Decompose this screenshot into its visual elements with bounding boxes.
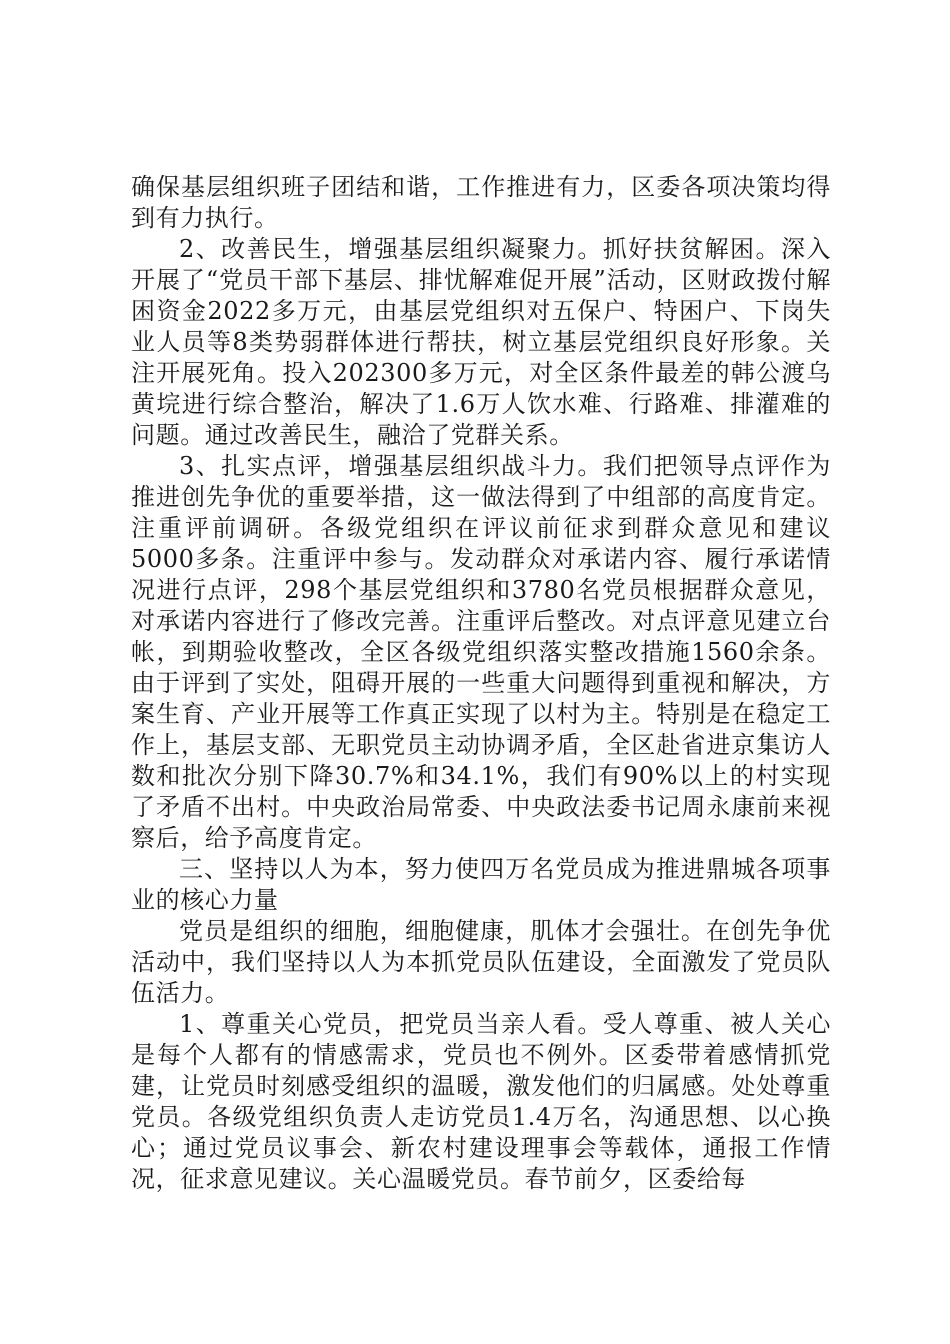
section-heading-3: 三、坚持以人为本，努力使四万名党员成为推进鼎城各项事业的核心力量 xyxy=(131,855,831,914)
paragraph-3: 3、扎实点评，增强基层组织战斗力。我们把领导点评作为推进创先争优的重要举措，这一做法得到了中组部的高度肯定。注重评前调研。各级党组织在评议前征求到群众意见和建议5000多条。注重评中参与。发动群众对承诺内容、履行承诺情况进行点评，298个基层党组织和3780名党员根据群众意见，对承诺内容进行了修改完善。注重评后整改。对点评意见建立台帐，到期验收整改，全区各级党组织落实整改措施1560余条。由于评到了实处，阻碍开展的一些重大问题得到重视和解决，方案生育、产业开展等工作真正实现了以村为主。特别是在稳定工作上，基层支部、无职党员主动协调矛盾，全区赴省进京集访人数和批次分别下降30.7%和34.1%，我们有90%以上的村实现了矛盾不出村。中央政治局常委、中央政法委书记周永康前来视察后，给予高度肯定。 xyxy=(131,452,831,852)
paragraph-1: 确保基层组织班子团结和谐，工作推进有力，区委各项决策均得到有力执行。 xyxy=(131,173,831,232)
paragraph-4: 党员是组织的细胞，细胞健康，肌体才会强壮。在创先争优活动中，我们坚持以人为本抓党员队伍建设，全面激发了党员队伍活力。 xyxy=(131,917,831,1007)
paragraph-2: 2、改善民生，增强基层组织凝聚力。抓好扶贫解困。深入开展了“党员干部下基层、排忧解难促开展”活动，区财政拨付解困资金2022多万元，由基层党组织对五保户、特困户、下岗失业人员等8类势弱群体进行帮扶，树立基层党组织良好形象。关注开展死角。投入202300多万元，对全区条件最差的韩公渡乌黄垸进行综合整治，解决了1.6万人饮水难、行路难、排灌难的问题。通过改善民生，融洽了党群关系。 xyxy=(131,235,831,449)
paragraph-5: 1、尊重关心党员，把党员当亲人看。受人尊重、被人关心是每个人都有的情感需求，党员也不例外。区委带着感情抓党建，让党员时刻感受组织的温暖，激发他们的归属感。处处尊重党员。各级党组织负责人走访党员1.4万名，沟通思想、以心换心；通过党员议事会、新农村建设理事会等载体，通报工作情况，征求意见建议。关心温暖党员。春节前夕，区委给每 xyxy=(131,1010,831,1193)
document-body xyxy=(131,172,831,1195)
